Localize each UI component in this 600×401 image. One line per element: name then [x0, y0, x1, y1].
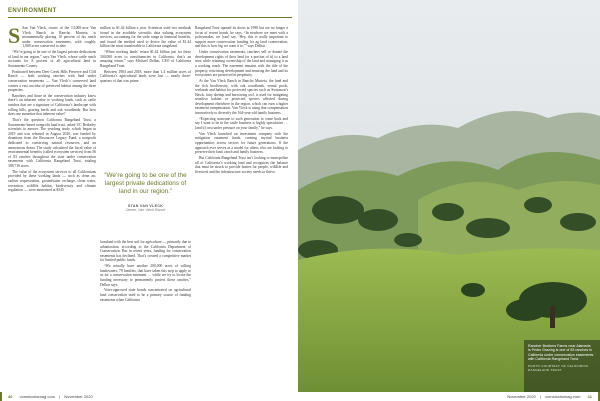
photo-credit: PHOTO COURTESY OF CALIFORNIA RANGELAND TRUST: [528, 363, 589, 373]
page-number-left: 40: [8, 394, 13, 399]
caption-text: Rancher Brothers Farms near Alameda is Pedro Grazing is one of 83 ranches in California under conservation easements with California Rangeland Trust.: [528, 344, 594, 362]
article-column-3: [195, 26, 288, 382]
pull-quote-text: “We’re going to be one of the largest private dedications of land in our region.”: [104, 172, 187, 196]
article-column-2: [100, 26, 191, 166]
article-paragraph: “We actually have another 200,000 acres of willing landowners, 79 families, that have taken this step to apply to us for a conservation easement … while we try to locate the funding necessary to permanently protect those ranches,” Delbar says.: [100, 264, 191, 287]
article-paragraph: Between 1984 and 2018, more than 1.4 million acres of California’s agricultural lands were lost — nearly three-quarters of that was prime: [100, 69, 191, 83]
footer-issue-left: November 2020: [64, 394, 93, 399]
article-paragraph: Rangeland Trust opened its doors in 1998 but are no longer a focus of recent bonds, he says. “In nowhere we meet with a policymaker, we [can] say, ‘Hey, this is really important to support more conservation funding for ag land conservation, and this is how big we want it to,’” says Delbar.: [195, 26, 288, 49]
article-paragraph: Van Vleck launched an investment company with the mitigation easement funds, creating myriad business opportunities across sectors for future generations. If the approach ever serves as a model for others who are looking to preserve their land, ranch and family business.: [195, 131, 288, 155]
article-paragraph: The value of the ecosystem services to all Californians provided by these working lands — such as clean air, carbon sequestration, groundwater recharge, clean water, recreation, wildlife habitat, biodiversity and climate regulation — were monetized at $345: [8, 169, 96, 193]
article-paragraph: million to $1.44 billion a year. Scientists used two methods found in the available scientific data valuing ecosystem services, accounting for the wide range in financial benefits, and found the method used to derive the value of $1.44 billion the most transferable to California rangeland.: [100, 26, 191, 49]
article-paragraph: But California Rangeland Trust isn’t looking to monopolize all of California’s working land and recognizes the balance that must be struck to provide homes for people, wildlife and livestock and the infrastructure society needs to thrive.: [195, 155, 288, 174]
article-paragraph: “We’re going to be one of the largest private dedications of land in our region,” says Van Vleck, whose cattle ranch accounts for 8 percent of all agricultural land in Sacramento County.: [8, 50, 96, 68]
landscape-photo: [298, 0, 600, 392]
article-paragraph: farmland with the best soil for agriculture — primarily due to urbanization, according to the California Department of Conservation. But in recent years, funding for conservation easements has declined. That’s created a competitive market for limited public funds.: [100, 240, 191, 263]
left-accent-bar: [0, 392, 2, 401]
article-paragraph: That’s the question California Rangeland Trust, a Sacramento-based nonprofit land trust, asked UC Berkeley scientists to answer. The yearlong study, which began in 2019 and was released in August 2020, was funded by donations from the Resources Legacy Fund, a nonprofit dedicated to conserving natural resources, and an anonymous donor. The study calculated the fiscal value of environmental benefits (called ecosystem services) from 56 of 83 ranches throughout the state under conservation easements with California Rangeland Trust, totaling 308,716 acres.: [8, 118, 96, 168]
article-paragraph: “When working lands’ return $1.44 billion just for these 300,000 acres to constituencies in California, that’s an amazing return,” says Michael Delbar, CEO of California Rangeland Trust.: [100, 50, 191, 68]
landscape-illustration: [298, 0, 600, 392]
pull-quote-role: Owner, Van Vleck Ranch: [125, 207, 166, 212]
article-paragraph: At the Van Vleck Ranch in Rancho Murieta, the land and the rich biodiversity, with oak woodlands, vernal pools, wetlands and habitat for protected species such as Swainson’s Hawk, fairy shrimp and burrowing owl, is used for mitigating sensitive habitat or protected species affected during development elsewhere in the region, which can earn a higher easement compensation. Van Vleck is using that compensation innovatively to diversify the 164-year-old family business.: [195, 78, 288, 116]
drop-cap: S: [8, 26, 21, 48]
article-paragraph: Under conservation easements, ranchers sell or donate the development rights of their land (or a portion of it) to a land trust while retaining ownership of the land and managing it as a working ranch. The easement remains with the title of the property, restricting development and ensuring the land and its ecosystems are preserved in perpetuity.: [195, 50, 288, 78]
footer-site-right: comstocksmag.com: [545, 394, 581, 399]
footer-divider: |: [539, 394, 541, 399]
footer-issue-right: November 2020: [507, 394, 536, 399]
article-column-1: [8, 26, 96, 382]
pull-quote: [100, 172, 191, 212]
footer-site-left: comstocksmag.com: [19, 394, 55, 399]
article-paragraph: Ranchers and those in the conservation industry know there’s an inherent value to working lands, such as cattle ranches that are a signature of California’s landscape with rolling hills, grazing herds and oak woodlands. But how does one monetize that inherent value?: [8, 93, 96, 117]
footer-right: [507, 392, 592, 401]
article-paragraph: [8, 26, 96, 49]
article-paragraph: Voter-approved state bonds concentrated on agricultural land conservation used to be a primary source of funding easements when California: [100, 288, 191, 302]
pull-quote-name: STAN VAN VLECK: [127, 203, 164, 208]
footer-left: [8, 392, 93, 401]
section-rule: [8, 17, 292, 18]
article-column-2-continued: [100, 240, 191, 382]
footer-divider: |: [59, 394, 61, 399]
article-paragraph: “Expecting someone to such generation to come back and say I want to be in the cattle business is highly speculative … [and it] cost under pressure on your family,” he says.: [195, 116, 288, 131]
page-number-right: 41: [587, 394, 592, 399]
section-label: ENVIRONMENT: [8, 8, 57, 14]
lead-text: San Van Vleck, owner of the 13,000-acre Van Vleck Ranch in Rancho Murieta, is monumentally placing 10 percent of his ranch under conservation easements, with roughly 1,800 acres conserved to date.: [22, 26, 96, 49]
article-paragraph: Positioned between Deer Creek Hills Preserve and Cliff Ranch — both working ranches with land under conservation easements — Van Vleck’s conserved land creates a vast corridor of preserved habitat among the three properties.: [8, 69, 96, 93]
photo-caption: [528, 344, 594, 372]
